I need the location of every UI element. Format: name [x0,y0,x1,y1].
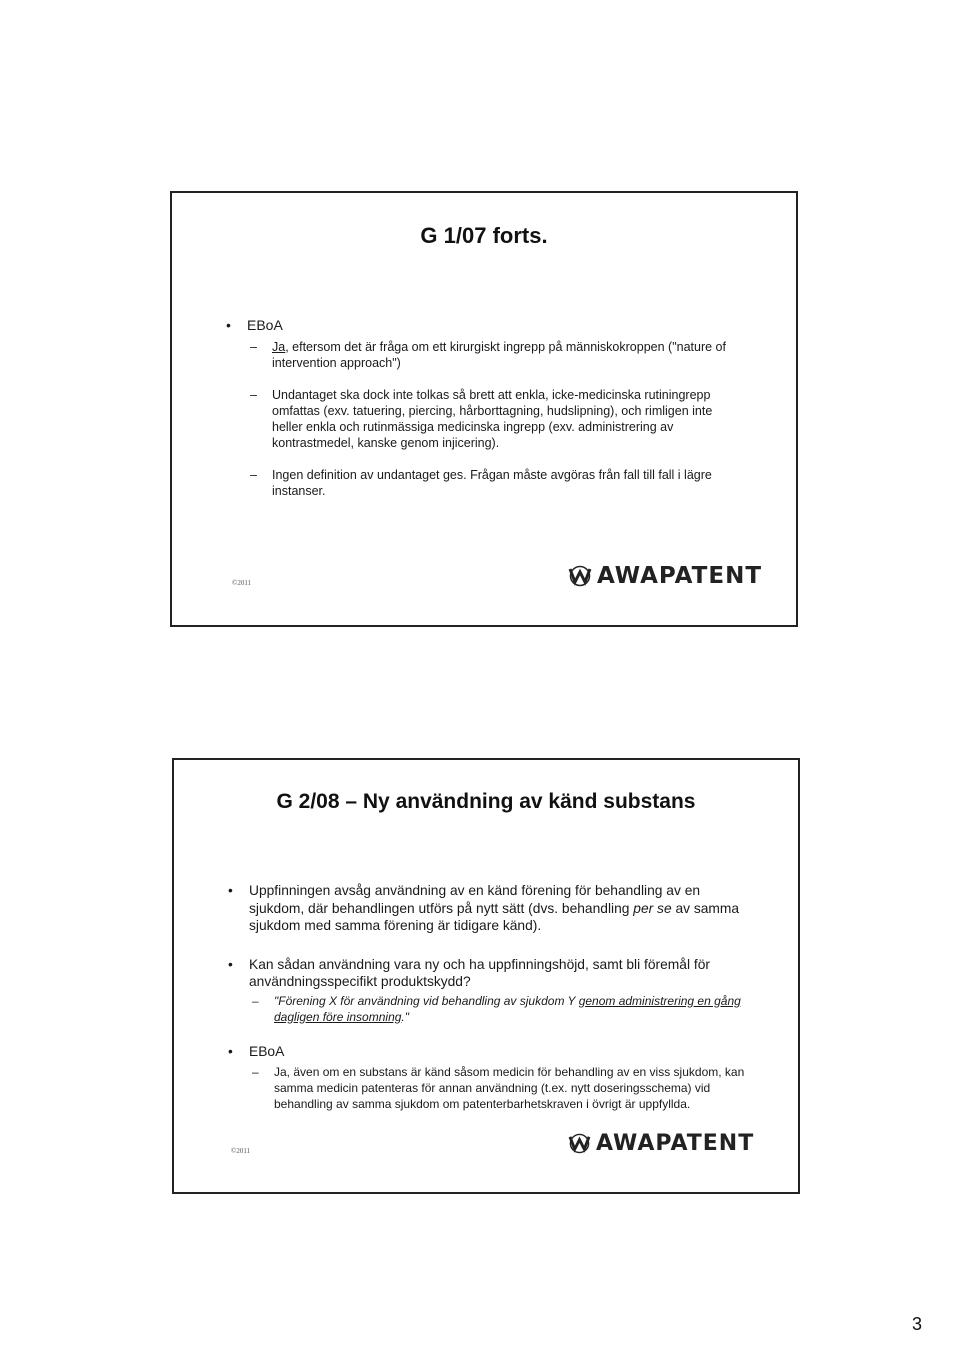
awapatent-logo [567,1131,754,1156]
sub-item-text: Undantaget ska dock inte tolkas så brett att enkla, icke-medicinska rutiningrepp omfattas (exv. tatuering, piercing, hårborttagning, hudslipning), och rimligen inte heller enkla och rutinmässiga medicinska ingrepp (exv. administrering av kontrastmedel, kanske genom injicering). [272,388,713,450]
slide-g208 [172,758,800,1194]
slide-title: G 1/07 forts. [420,223,548,248]
page-number: 3 [912,1314,923,1334]
bullet-italic: per se [633,900,672,916]
bullet-text: EBoA [249,1043,285,1059]
bullet-item [224,882,748,935]
sub-item-text: , eftersom det är fråga om ett kirurgiskt ingrepp på människokroppen ("nature of intervention approach") [272,340,726,370]
bullet-item [222,317,746,333]
logo-text: AWAPATENT [596,1131,755,1156]
bullet-text: EBoA [247,317,283,333]
bullet-item [224,1043,748,1061]
slide-g107 [170,191,798,627]
bullet-text-end: av samma sjukdom med samma förening är tidigare känd). [249,900,740,933]
quote-text: "Förening X för användning vid behandling av sjukdom Y [274,993,579,1008]
sub-item [222,467,746,499]
awapatent-emblem-icon [567,565,593,587]
sub-item-quote [224,993,748,1025]
slide-body [222,317,746,499]
slide-title: G 2/08 – Ny användning av känd substans [276,790,696,813]
copyright: ©2011 [232,579,252,587]
sub-item [224,1064,748,1112]
sub-item-text: Ja, även om en substans är känd såsom medicin för behandling av en viss sjukdom, kan samma medicin patenteras för annan användning (t.ex. nytt doseringsschema) vid behandling av samma sjukdom om patenterbarhetskraven i övrigt är uppfyllda. [274,1065,745,1111]
quote-underlined: genom administrering en gång dagligen före insomning [274,993,741,1024]
bullet-text: Uppfinningen avsåg användning av en känd förening för behandling av en sjukdom, där behandlingen utförs på nytt sätt (dvs. behandling [249,883,701,916]
logo-text: AWAPATENT [597,563,763,589]
sub-item [222,339,746,371]
copyright: ©2011 [231,1147,251,1155]
emphasis-yes: Ja [272,340,286,354]
awapatent-logo [567,563,762,589]
quote-end: ." [401,1009,410,1024]
slide-body [224,882,748,1112]
bullet-text: Kan sådan användning vara ny och ha uppfinningshöjd, samt bli föremål för användningsspecifikt produktskydd? [249,956,710,989]
awapatent-emblem-icon [567,1133,592,1154]
sub-item-text: Ingen definition av undantaget ges. Frågan måste avgöras från fall till fall i lägre instanser. [272,468,712,498]
bullet-item [224,956,748,991]
sub-item [222,387,746,451]
